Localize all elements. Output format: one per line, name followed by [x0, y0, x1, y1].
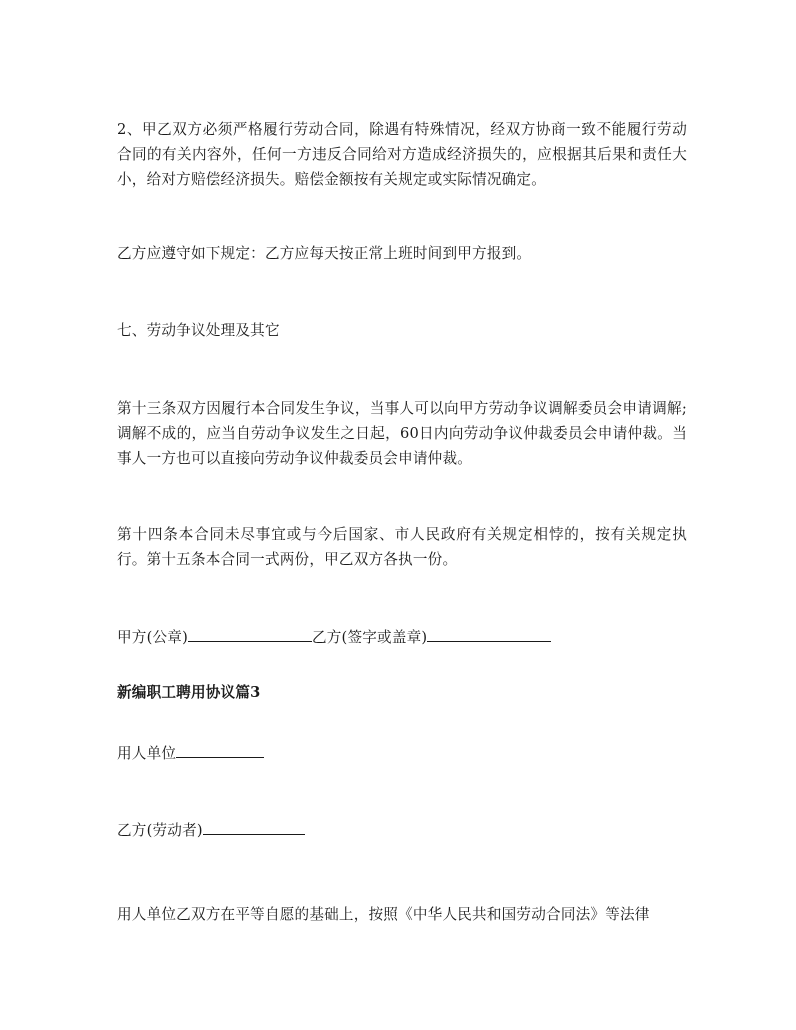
section-heading-disputes: 七、劳动争议处理及其它 [117, 322, 280, 339]
employer-label: 用人单位 [117, 745, 177, 762]
agreement-heading: 新编职工聘用协议篇3 [117, 684, 261, 701]
employer-blank [176, 741, 264, 758]
paragraph-attendance-rule: 乙方应遵守如下规定：乙方应每天按正常上班时间到甲方报到。 [117, 245, 532, 262]
paragraph-article-13: 第十三条双方因履行本合同发生争议，当事人可以向甲方劳动争议调解委员会申请调解;调解不成的，应当自劳动争议发生之日起，60日内向劳动争议仲裁委员会申请仲裁。当事人一方也可以直接向劳动争议仲裁委员会申请仲裁。 [117, 400, 687, 467]
employer-line [117, 741, 687, 766]
signature-line [117, 625, 687, 650]
employee-blank [203, 818, 305, 835]
party-b-sign-label: 乙方(签字或盖章) [311, 629, 428, 646]
paragraph-breach-compensation: 2、甲乙双方必须严格履行劳动合同，除遇有特殊情况，经双方协商一致不能履行劳动合同的有关内容外，任何一方违反合同给对方造成经济损失的，应根据其后果和责任大小，给对方赔偿经济损失。赔偿金额按有关规定或实际情况确定。 [117, 121, 687, 188]
employee-label: 乙方(劳动者) [117, 822, 203, 839]
party-b-sign-blank [427, 625, 551, 642]
employee-line [117, 818, 687, 843]
paragraph-preamble: 用人单位乙双方在平等自愿的基础上，按照《中华人民共和国劳动合同法》等法律 [117, 906, 650, 923]
party-a-seal-label: 甲方(公章) [117, 629, 188, 646]
paragraph-article-14-15: 第十四条本合同未尽事宜或与今后国家、市人民政府有关规定相悖的，按有关规定执行。第十五条本合同一式两份，甲乙双方各执一份。 [117, 526, 687, 568]
party-a-seal-blank [188, 625, 312, 642]
